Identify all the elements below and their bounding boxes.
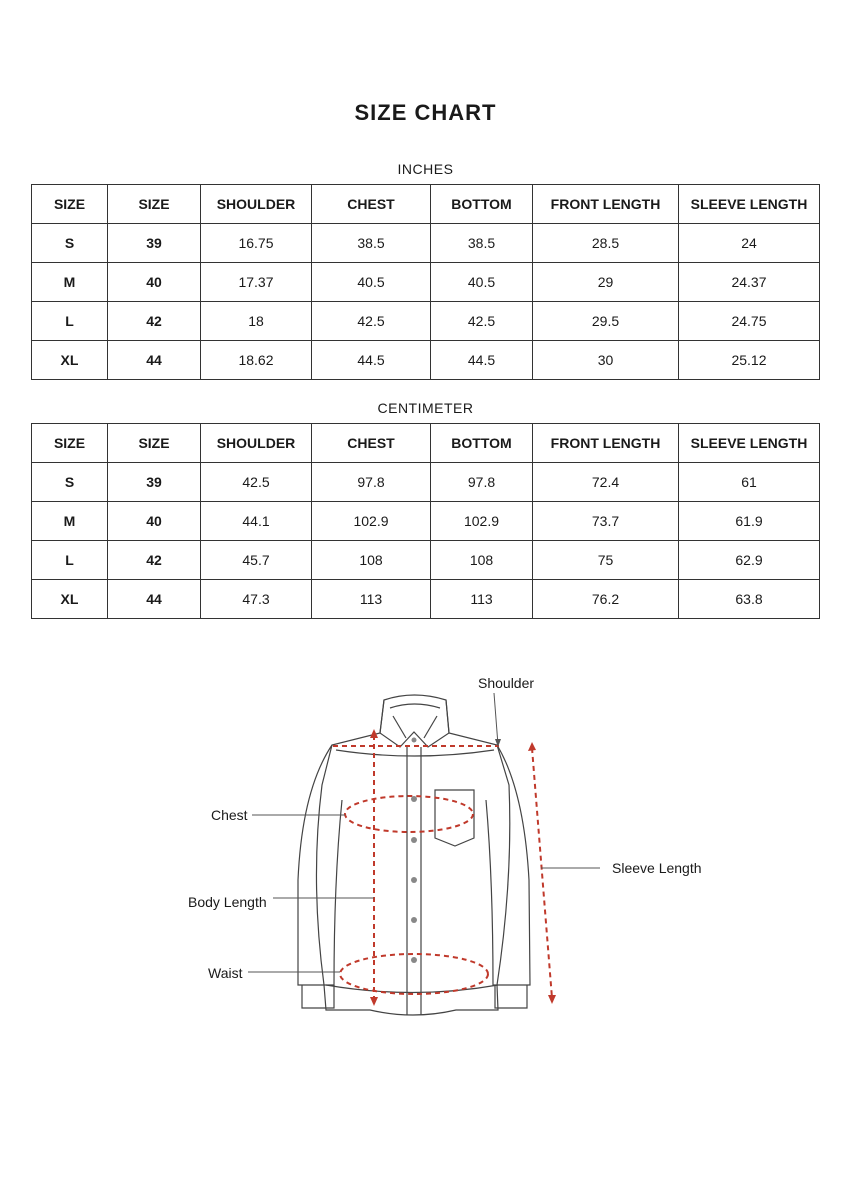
table-row — [32, 224, 820, 263]
inches-label: INCHES — [397, 161, 454, 177]
table-cell: 42.5 — [201, 463, 312, 502]
table-cell: 42 — [108, 302, 201, 341]
table-cell: 17.37 — [201, 263, 312, 302]
header-cell: SHOULDER — [201, 185, 312, 224]
table-cell: 61 — [679, 463, 820, 502]
table-cell: 108 — [312, 541, 431, 580]
table-header-row — [32, 424, 820, 463]
sleeve-length-label: Sleeve Length — [612, 860, 702, 876]
table-cell: 25.12 — [679, 341, 820, 380]
header-cell: BOTTOM — [431, 424, 533, 463]
waist-label: Waist — [208, 965, 243, 981]
table-cell: M — [32, 502, 108, 541]
header-cell: SIZE — [32, 185, 108, 224]
table-cell: XL — [32, 341, 108, 380]
centimeter-table — [31, 423, 820, 619]
table-cell: 40.5 — [312, 263, 431, 302]
table-cell: 30 — [533, 341, 679, 380]
table-cell: 113 — [312, 580, 431, 619]
table-cell: 44 — [108, 341, 201, 380]
table-cell: L — [32, 541, 108, 580]
table-cell: 18.62 — [201, 341, 312, 380]
table-cell: S — [32, 224, 108, 263]
table-row — [32, 580, 820, 619]
header-cell: SIZE — [32, 424, 108, 463]
table-cell: 39 — [108, 463, 201, 502]
table-cell: 73.7 — [533, 502, 679, 541]
table-cell: 24 — [679, 224, 820, 263]
table-cell: 44.5 — [431, 341, 533, 380]
table-cell: 40 — [108, 502, 201, 541]
table-cell: L — [32, 302, 108, 341]
table-cell: M — [32, 263, 108, 302]
table-cell: 113 — [431, 580, 533, 619]
table-row — [32, 463, 820, 502]
inches-table — [31, 184, 820, 380]
table-cell: 102.9 — [312, 502, 431, 541]
body-length-label: Body Length — [188, 894, 267, 910]
table-cell: 44.1 — [201, 502, 312, 541]
header-cell: CHEST — [312, 424, 431, 463]
table-cell: 40 — [108, 263, 201, 302]
table-cell: XL — [32, 580, 108, 619]
shoulder-label: Shoulder — [478, 675, 535, 691]
table-cell: 42.5 — [431, 302, 533, 341]
header-cell: SLEEVE LENGTH — [679, 185, 820, 224]
table-cell: 42.5 — [312, 302, 431, 341]
table-cell: 44 — [108, 580, 201, 619]
table-cell: 44.5 — [312, 341, 431, 380]
shirt-measurement-diagram — [0, 640, 851, 1060]
table-row — [32, 341, 820, 380]
table-cell: 29.5 — [533, 302, 679, 341]
table-cell: 108 — [431, 541, 533, 580]
table-cell: 72.4 — [533, 463, 679, 502]
table-cell: 38.5 — [312, 224, 431, 263]
header-cell: SHOULDER — [201, 424, 312, 463]
table-cell: 24.75 — [679, 302, 820, 341]
table-cell: 42 — [108, 541, 201, 580]
header-cell: CHEST — [312, 185, 431, 224]
table-cell: 39 — [108, 224, 201, 263]
table-cell: 63.8 — [679, 580, 820, 619]
table-cell: 24.37 — [679, 263, 820, 302]
table-cell: 29 — [533, 263, 679, 302]
table-row — [32, 263, 820, 302]
table-cell: 75 — [533, 541, 679, 580]
table-cell: 61.9 — [679, 502, 820, 541]
shirt-buttons — [411, 738, 417, 964]
table-row — [32, 302, 820, 341]
table-cell: 16.75 — [201, 224, 312, 263]
header-cell: FRONT LENGTH — [533, 424, 679, 463]
table-row — [32, 502, 820, 541]
header-cell: SIZE — [108, 424, 201, 463]
table-cell: 102.9 — [431, 502, 533, 541]
chest-label: Chest — [211, 807, 248, 823]
table-cell: 45.7 — [201, 541, 312, 580]
table-header-row — [32, 185, 820, 224]
page-title: SIZE CHART — [354, 100, 497, 125]
table-cell: 97.8 — [431, 463, 533, 502]
table-cell: S — [32, 463, 108, 502]
table-cell: 28.5 — [533, 224, 679, 263]
table-cell: 76.2 — [533, 580, 679, 619]
table-cell: 97.8 — [312, 463, 431, 502]
shirt-icon — [298, 695, 530, 1015]
centimeter-label: CENTIMETER — [377, 400, 474, 416]
table-cell: 47.3 — [201, 580, 312, 619]
table-cell: 18 — [201, 302, 312, 341]
header-cell: SIZE — [108, 185, 201, 224]
header-cell: BOTTOM — [431, 185, 533, 224]
table-cell: 38.5 — [431, 224, 533, 263]
header-cell: SLEEVE LENGTH — [679, 424, 820, 463]
table-row — [32, 541, 820, 580]
table-cell: 40.5 — [431, 263, 533, 302]
header-cell: FRONT LENGTH — [533, 185, 679, 224]
measurement-guides — [333, 735, 552, 1000]
table-cell: 62.9 — [679, 541, 820, 580]
